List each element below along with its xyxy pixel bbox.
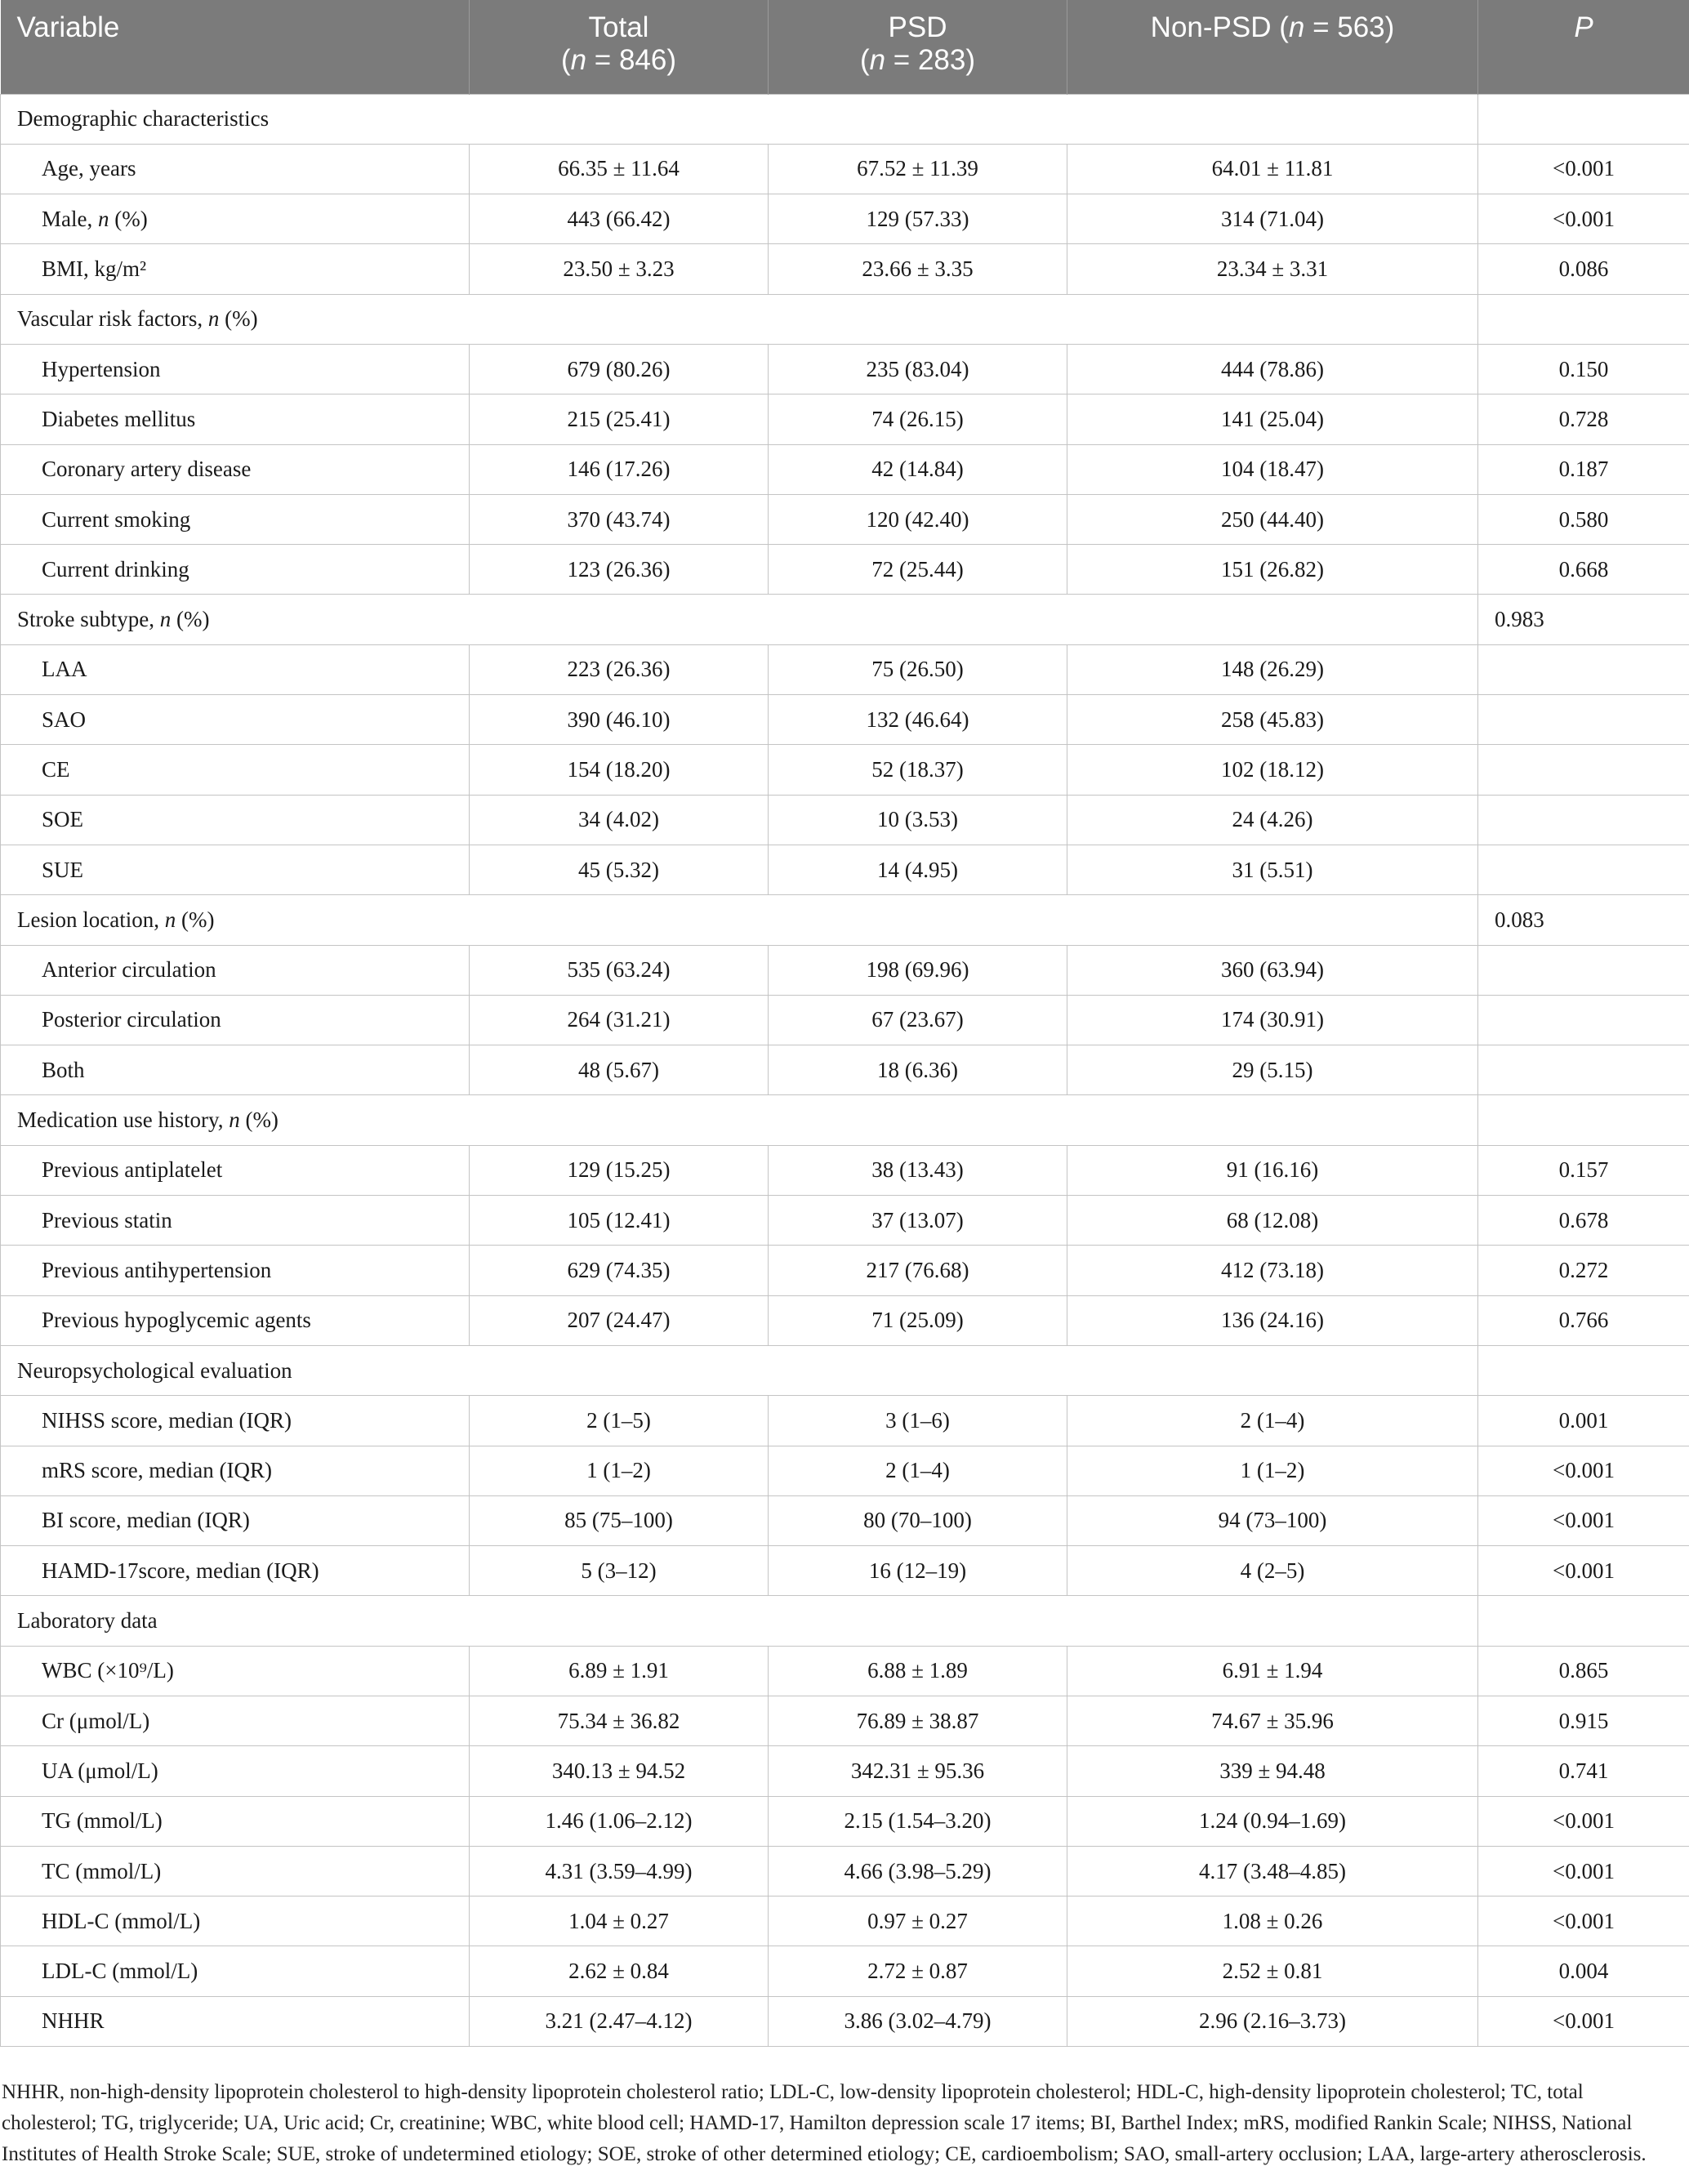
p-value-cell	[1478, 1095, 1689, 1145]
header-p	[1478, 0, 1689, 94]
total-cell: 2.62 ± 0.84	[470, 1946, 769, 1996]
p-value-cell: 0.766	[1478, 1295, 1689, 1345]
non-psd-cell: 23.34 ± 3.31	[1067, 244, 1478, 294]
total-cell: 264 (31.21)	[470, 995, 769, 1045]
total-cell: 45 (5.32)	[470, 845, 769, 894]
p-value-cell: 0.728	[1478, 394, 1689, 444]
variable-cell: Current drinking	[1, 545, 470, 595]
total-cell: 66.35 ± 11.64	[470, 144, 769, 194]
non-psd-cell: 104 (18.47)	[1067, 444, 1478, 494]
total-cell: 2 (1–5)	[470, 1396, 769, 1446]
non-psd-cell: 64.01 ± 11.81	[1067, 144, 1478, 194]
section-label	[1, 1596, 1478, 1646]
header-psd: PSD (n = 283)	[769, 0, 1067, 94]
variable-cell: SAO	[1, 695, 470, 745]
section-title-part: Stroke subtype,	[17, 607, 160, 632]
header-p-label: P	[1574, 11, 1593, 43]
p-value-cell	[1478, 294, 1689, 344]
total-cell: 129 (15.25)	[470, 1145, 769, 1195]
variable-cell: Previous statin	[1, 1196, 470, 1246]
variable-cell: SUE	[1, 845, 470, 894]
table-row	[1, 995, 1689, 1045]
p-value-cell: 0.004	[1478, 1946, 1689, 1996]
non-psd-cell: 360 (63.94)	[1067, 945, 1478, 995]
header-variable-label: Variable	[16, 11, 120, 43]
section-title-part: (%)	[239, 1108, 279, 1133]
section-row	[1, 294, 1689, 344]
table-row	[1, 1396, 1689, 1446]
p-value-cell: <0.001	[1478, 1897, 1689, 1946]
psd-cell: 16 (12–19)	[769, 1546, 1067, 1596]
section-label	[1, 94, 1478, 144]
total-cell: 146 (17.26)	[470, 444, 769, 494]
variable-cell: TC (mmol/L)	[1, 1846, 470, 1896]
non-psd-cell: 250 (44.40)	[1067, 494, 1478, 544]
psd-cell: 38 (13.43)	[769, 1145, 1067, 1195]
psd-cell: 18 (6.36)	[769, 1045, 1067, 1095]
psd-cell: 198 (69.96)	[769, 945, 1067, 995]
variable-cell: NHHR	[1, 1996, 470, 2046]
non-psd-cell: 136 (24.16)	[1067, 1295, 1478, 1345]
total-cell: 23.50 ± 3.23	[470, 244, 769, 294]
psd-cell: 76.89 ± 38.87	[769, 1696, 1067, 1746]
psd-cell: 14 (4.95)	[769, 845, 1067, 894]
table-row	[1, 444, 1689, 494]
variable-cell: Coronary artery disease	[1, 444, 470, 494]
non-psd-cell: 24 (4.26)	[1067, 795, 1478, 845]
header-psd-label: PSD	[888, 11, 947, 43]
table-row	[1, 1846, 1689, 1896]
section-row	[1, 1596, 1689, 1646]
section-row	[1, 94, 1689, 144]
psd-cell: 71 (25.09)	[769, 1295, 1067, 1345]
variable-cell: Diabetes mellitus	[1, 394, 470, 444]
table-row	[1, 1495, 1689, 1545]
table-row	[1, 1696, 1689, 1746]
non-psd-cell: 91 (16.16)	[1067, 1145, 1478, 1195]
header-total-n: n	[570, 44, 587, 76]
variable-label-part: Male,	[42, 206, 98, 231]
table-row	[1, 1045, 1689, 1095]
table-row	[1, 1796, 1689, 1846]
section-title-part: (%)	[176, 907, 215, 932]
p-value-cell	[1478, 795, 1689, 845]
header-psd-n: n	[869, 44, 886, 76]
total-cell: 535 (63.24)	[470, 945, 769, 995]
section-row	[1, 595, 1689, 644]
non-psd-cell: 141 (25.04)	[1067, 394, 1478, 444]
total-cell: 390 (46.10)	[470, 695, 769, 745]
variable-cell: WBC (×10⁹/L)	[1, 1646, 470, 1696]
variable-cell: Age, years	[1, 144, 470, 194]
non-psd-cell: 174 (30.91)	[1067, 995, 1478, 1045]
total-cell: 5 (3–12)	[470, 1546, 769, 1596]
p-value-cell: <0.001	[1478, 1796, 1689, 1846]
header-non-psd-n: n	[1288, 11, 1305, 43]
table-row	[1, 845, 1689, 894]
psd-cell: 42 (14.84)	[769, 444, 1067, 494]
table-row	[1, 144, 1689, 194]
header-total-count: = 846)	[586, 44, 677, 76]
table-row	[1, 644, 1689, 694]
variable-cell: CE	[1, 745, 470, 795]
p-value-cell: 0.187	[1478, 444, 1689, 494]
variable-cell: BI score, median (IQR)	[1, 1495, 470, 1545]
header-total-label: Total	[588, 11, 649, 43]
p-value-cell: 0.086	[1478, 244, 1689, 294]
section-title-part: Lesion location,	[17, 907, 165, 932]
table-row	[1, 1546, 1689, 1596]
total-cell: 223 (26.36)	[470, 644, 769, 694]
variable-cell: NIHSS score, median (IQR)	[1, 1396, 470, 1446]
psd-cell: 0.97 ± 0.27	[769, 1897, 1067, 1946]
total-cell: 1.46 (1.06–2.12)	[470, 1796, 769, 1846]
total-cell: 679 (80.26)	[470, 344, 769, 394]
total-cell: 340.13 ± 94.52	[470, 1746, 769, 1796]
p-value-cell: 0.678	[1478, 1196, 1689, 1246]
header-non-psd-label: Non-PSD (	[1150, 11, 1289, 43]
variable-cell: Current smoking	[1, 494, 470, 544]
variable-cell: Posterior circulation	[1, 995, 470, 1045]
variable-cell: LAA	[1, 644, 470, 694]
total-cell: 75.34 ± 36.82	[470, 1696, 769, 1746]
psd-cell: 67 (23.67)	[769, 995, 1067, 1045]
non-psd-cell: 314 (71.04)	[1067, 194, 1478, 244]
total-cell: 85 (75–100)	[470, 1495, 769, 1545]
section-label	[1, 595, 1478, 644]
non-psd-cell: 6.91 ± 1.94	[1067, 1646, 1478, 1696]
psd-cell: 6.88 ± 1.89	[769, 1646, 1067, 1696]
total-cell: 123 (26.36)	[470, 545, 769, 595]
variable-cell: HAMD-17score, median (IQR)	[1, 1546, 470, 1596]
variable-cell: HDL-C (mmol/L)	[1, 1897, 470, 1946]
total-cell: 3.21 (2.47–4.12)	[470, 1996, 769, 2046]
header-total: Total (n = 846)	[470, 0, 769, 94]
table-row	[1, 745, 1689, 795]
psd-cell: 2 (1–4)	[769, 1446, 1067, 1495]
header-row	[1, 0, 1689, 94]
p-value-cell: 0.668	[1478, 545, 1689, 595]
psd-cell: 129 (57.33)	[769, 194, 1067, 244]
table-footnote: NHHR, non-high-density lipoprotein cholesterol to high-density lipoprotein cholesterol ratio; LDL-C, low-density lipoprotein cholesterol; HDL-C, high-density lipoprotein cholesterol; TC, total cholesterol; TG, triglyceride; UA, Uric acid; Cr, creatinine; WBC, white blood cell; HAMD-17, Hamilton depression scale 17 items; BI, Barthel Index; mRS, modified Rankin Scale; NIHSS, National Institutes of Health Stroke Scale; SUE, stroke of undetermined etiology; SOE, stroke of other determined etiology; CE, cardioembolism; SAO, small-artery occlusion; LAA, large-artery atherosclerosis.	[2, 2081, 1647, 2165]
total-cell: 207 (24.47)	[470, 1295, 769, 1345]
psd-cell: 72 (25.44)	[769, 545, 1067, 595]
table-row	[1, 1295, 1689, 1345]
section-title-part: n	[159, 607, 172, 632]
header-non-psd	[1067, 0, 1478, 94]
variable-label-part: n	[97, 206, 109, 231]
p-value-cell	[1478, 94, 1689, 144]
table-row	[1, 1145, 1689, 1195]
section-title: Laboratory data	[17, 1608, 158, 1634]
variable-cell: Both	[1, 1045, 470, 1095]
p-value-cell	[1478, 995, 1689, 1045]
non-psd-cell: 1 (1–2)	[1067, 1446, 1478, 1495]
variable-cell: SOE	[1, 795, 470, 845]
variable-cell: LDL-C (mmol/L)	[1, 1946, 470, 1996]
section-title-part: n	[164, 907, 176, 932]
p-value-cell: 0.150	[1478, 344, 1689, 394]
table-header	[1, 0, 1689, 94]
variable-cell: UA (μmol/L)	[1, 1746, 470, 1796]
table-row	[1, 394, 1689, 444]
section-title-part: n	[229, 1108, 240, 1133]
variable-cell: TG (mmol/L)	[1, 1796, 470, 1846]
p-value-cell	[1478, 845, 1689, 894]
psd-cell: 67.52 ± 11.39	[769, 144, 1067, 194]
table-row	[1, 194, 1689, 244]
table-row	[1, 1196, 1689, 1246]
total-cell: 443 (66.42)	[470, 194, 769, 244]
section-title-part: n	[207, 306, 220, 332]
p-value-cell: <0.001	[1478, 1446, 1689, 1495]
table-row	[1, 1646, 1689, 1696]
p-value-cell: 0.983	[1478, 595, 1689, 644]
p-value-cell: 0.580	[1478, 494, 1689, 544]
non-psd-cell: 68 (12.08)	[1067, 1196, 1478, 1246]
p-value-cell: 0.915	[1478, 1696, 1689, 1746]
p-value-cell: 0.157	[1478, 1145, 1689, 1195]
total-cell: 1.04 ± 0.27	[470, 1897, 769, 1946]
variable-cell: BMI, kg/m²	[1, 244, 470, 294]
section-row	[1, 1345, 1689, 1395]
variable-cell: mRS score, median (IQR)	[1, 1446, 470, 1495]
non-psd-cell: 29 (5.15)	[1067, 1045, 1478, 1095]
section-label	[1, 1345, 1478, 1395]
section-title-part: (%)	[219, 306, 258, 332]
section-title-part: Vascular risk factors,	[17, 306, 208, 332]
section-row	[1, 1095, 1689, 1145]
section-row	[1, 895, 1689, 945]
psd-cell: 10 (3.53)	[769, 795, 1067, 845]
variable-cell: Cr (μmol/L)	[1, 1696, 470, 1746]
non-psd-cell: 151 (26.82)	[1067, 545, 1478, 595]
p-value-cell: <0.001	[1478, 194, 1689, 244]
p-value-cell: 0.741	[1478, 1746, 1689, 1796]
p-value-cell: <0.001	[1478, 1495, 1689, 1545]
variable-cell: Anterior circulation	[1, 945, 470, 995]
total-cell: 105 (12.41)	[470, 1196, 769, 1246]
header-variable	[1, 0, 470, 94]
p-value-cell: <0.001	[1478, 1846, 1689, 1896]
p-value-cell: <0.001	[1478, 144, 1689, 194]
total-cell: 1 (1–2)	[470, 1446, 769, 1495]
variable-cell: Hypertension	[1, 344, 470, 394]
table-row	[1, 1996, 1689, 2046]
non-psd-cell: 2 (1–4)	[1067, 1396, 1478, 1446]
p-value-cell: <0.001	[1478, 1546, 1689, 1596]
psd-cell: 132 (46.64)	[769, 695, 1067, 745]
p-value-cell	[1478, 1596, 1689, 1646]
section-title: Demographic characteristics	[17, 106, 270, 131]
table-row	[1, 695, 1689, 745]
psd-cell: 23.66 ± 3.35	[769, 244, 1067, 294]
psd-cell: 2.15 (1.54–3.20)	[769, 1796, 1067, 1846]
table-row	[1, 795, 1689, 845]
total-cell: 4.31 (3.59–4.99)	[470, 1846, 769, 1896]
section-title-part: (%)	[171, 607, 210, 632]
total-cell: 34 (4.02)	[470, 795, 769, 845]
p-value-cell	[1478, 644, 1689, 694]
variable-label-part: (%)	[109, 206, 148, 231]
psd-cell: 3 (1–6)	[769, 1396, 1067, 1446]
non-psd-cell: 31 (5.51)	[1067, 845, 1478, 894]
psd-cell: 80 (70–100)	[769, 1495, 1067, 1545]
p-value-cell	[1478, 1045, 1689, 1095]
section-label	[1, 294, 1478, 344]
header-non-psd-count: = 563)	[1304, 11, 1395, 43]
table-row	[1, 945, 1689, 995]
table-body	[1, 94, 1689, 2047]
variable-cell: Previous antihypertension	[1, 1246, 470, 1295]
p-value-cell: 0.083	[1478, 895, 1689, 945]
p-value-cell: 0.001	[1478, 1396, 1689, 1446]
table-row	[1, 1946, 1689, 1996]
psd-cell: 74 (26.15)	[769, 394, 1067, 444]
total-cell: 48 (5.67)	[470, 1045, 769, 1095]
section-label	[1, 1095, 1478, 1145]
p-value-cell: 0.272	[1478, 1246, 1689, 1295]
table-row	[1, 1446, 1689, 1495]
psd-cell: 120 (42.40)	[769, 494, 1067, 544]
section-label	[1, 895, 1478, 945]
table-row	[1, 244, 1689, 294]
header-psd-count: = 283)	[885, 44, 976, 76]
psd-cell: 342.31 ± 95.36	[769, 1746, 1067, 1796]
p-value-cell	[1478, 745, 1689, 795]
non-psd-cell: 148 (26.29)	[1067, 644, 1478, 694]
section-title-part: Medication use history,	[17, 1108, 230, 1133]
variable-cell	[1, 194, 470, 244]
table-row	[1, 1746, 1689, 1796]
psd-cell: 37 (13.07)	[769, 1196, 1067, 1246]
variable-cell: Previous hypoglycemic agents	[1, 1295, 470, 1345]
p-value-cell: <0.001	[1478, 1996, 1689, 2046]
table-row	[1, 1246, 1689, 1295]
non-psd-cell: 258 (45.83)	[1067, 695, 1478, 745]
psd-cell: 217 (76.68)	[769, 1246, 1067, 1295]
total-cell: 629 (74.35)	[470, 1246, 769, 1295]
non-psd-cell: 2.52 ± 0.81	[1067, 1946, 1478, 1996]
non-psd-cell: 1.24 (0.94–1.69)	[1067, 1796, 1478, 1846]
non-psd-cell: 412 (73.18)	[1067, 1246, 1478, 1295]
psd-cell: 3.86 (3.02–4.79)	[769, 1996, 1067, 2046]
p-value-cell: 0.865	[1478, 1646, 1689, 1696]
table-row	[1, 1897, 1689, 1946]
non-psd-cell: 444 (78.86)	[1067, 344, 1478, 394]
psd-cell: 235 (83.04)	[769, 344, 1067, 394]
variable-cell: Previous antiplatelet	[1, 1145, 470, 1195]
p-value-cell	[1478, 945, 1689, 995]
non-psd-cell: 74.67 ± 35.96	[1067, 1696, 1478, 1746]
p-value-cell	[1478, 1345, 1689, 1395]
table-row	[1, 344, 1689, 394]
non-psd-cell: 94 (73–100)	[1067, 1495, 1478, 1545]
total-cell: 154 (18.20)	[470, 745, 769, 795]
psd-cell: 75 (26.50)	[769, 644, 1067, 694]
total-cell: 215 (25.41)	[470, 394, 769, 444]
total-cell: 370 (43.74)	[470, 494, 769, 544]
psd-cell: 4.66 (3.98–5.29)	[769, 1846, 1067, 1896]
non-psd-cell: 2.96 (2.16–3.73)	[1067, 1996, 1478, 2046]
non-psd-cell: 4 (2–5)	[1067, 1546, 1478, 1596]
psd-cell: 2.72 ± 0.87	[769, 1946, 1067, 1996]
non-psd-cell: 1.08 ± 0.26	[1067, 1897, 1478, 1946]
total-cell: 6.89 ± 1.91	[470, 1646, 769, 1696]
non-psd-cell: 102 (18.12)	[1067, 745, 1478, 795]
non-psd-cell: 4.17 (3.48–4.85)	[1067, 1846, 1478, 1896]
table-row	[1, 545, 1689, 595]
table-row	[1, 494, 1689, 544]
section-title: Neuropsychological evaluation	[17, 1357, 292, 1383]
non-psd-cell: 339 ± 94.48	[1067, 1746, 1478, 1796]
psd-cell: 52 (18.37)	[769, 745, 1067, 795]
p-value-cell	[1478, 695, 1689, 745]
